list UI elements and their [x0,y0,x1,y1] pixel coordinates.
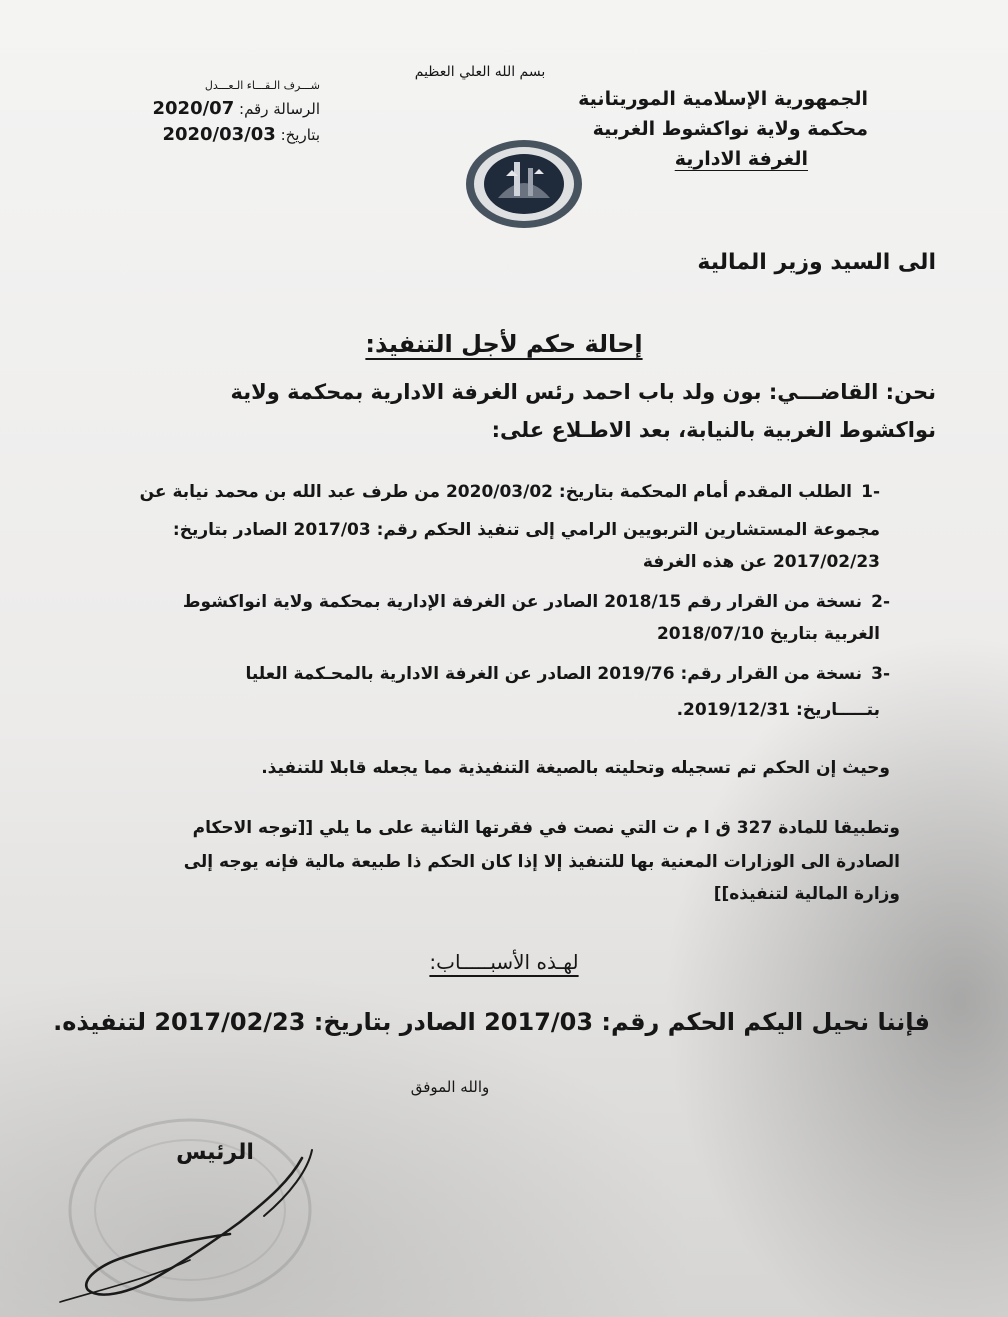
court-seal-icon [458,128,590,236]
item-3-line-1: -3نسخة من القرار رقم: 2019/76 الصادر عن الغرفة الادارية بالمحـكمة العليا [245,664,890,684]
letter-number: 2020/07 [152,98,235,119]
article-line-2: الصادرة الى الوزارات المعنية بها للتنفيذ إلا إذا كان الحكم ذا طبيعة مالية فإنه يوجه إلى [183,852,900,872]
letter-date: 2020/03/03 [162,124,276,145]
item-3-line-2: بتـــــاريخ: 2019/12/31. [676,700,880,720]
letter-date-line: بتاريخ: 2020/03/03 [162,124,320,145]
closing-statement: فإننا نحيل اليكم الحكم رقم: 2017/03 الصادر بتاريخ: 2017/02/23 لتنفيذه. [53,1008,930,1036]
letter-number-line: الرسالة رقم: 2020/07 [152,98,320,119]
article-line-3: وزارة المالية لتنفيذه]] [713,884,900,904]
header-left [100,76,320,148]
item-1-line-1: -1الطلب المقدم أمام المحكمة بتاريخ: 2020/03/02 من طرف عبد الله بن محمد نيابة عن [139,482,880,502]
item-1-line-3: 2017/02/23 عن هذه الغرفة [642,552,880,572]
reasons-heading: لهـذه الأسبـــــاب: [429,950,579,974]
intro-line-1: نحن: القاضـــي: بون ولد باب احمد رئس الغرفة الادارية بمحكمة ولاية [230,380,936,404]
president-title: الرئيس [176,1140,254,1165]
whereas-paragraph: وحيث إن الحكم تم تسجيله وتحليته بالصيغة التنفيذية مما يجعله قابلا للتنفيذ. [261,758,890,778]
subject-title: إحالة حكم لأجل التنفيذ: [365,330,643,358]
intro-line-2: نواكشوط الغربية بالنيابة، بعد الاطـلاع على: [491,418,936,442]
court-name: محكمة ولاية نواكشوط الغربية [592,118,868,140]
signature-icon [40,1140,330,1310]
item-2-line-1: -2نسخة من القرار رقم 2018/15 الصادر عن الغرفة الإدارية بمحكمة ولاية انواكشوط [182,592,890,612]
country-name: الجمهورية الإسلامية الموريتانية [578,88,868,110]
article-line-1: وتطبيقا للمادة 327 ق ا م ت التي نصت في فقرتها الثانية على ما يلي [[توجه الاحكام [192,818,900,838]
closing-phrase: والله الموفق [410,1078,490,1096]
chamber-name: الغرفة الادارية [674,148,808,170]
basmala: بسم الله العلي العظيم [414,64,546,80]
item-2-line-2: الغربية بتاريخ 2018/07/10 [656,624,880,644]
addressee: الى السيد وزير المالية [697,250,936,275]
department-line: شـــرف الـقـــاء الـعـــدل [204,79,320,92]
item-1-line-2: مجموعة المستشارين التربويين الرامي إلى تنفيذ الحكم رقم: 2017/03 الصادر بتاريخ: [172,520,880,540]
